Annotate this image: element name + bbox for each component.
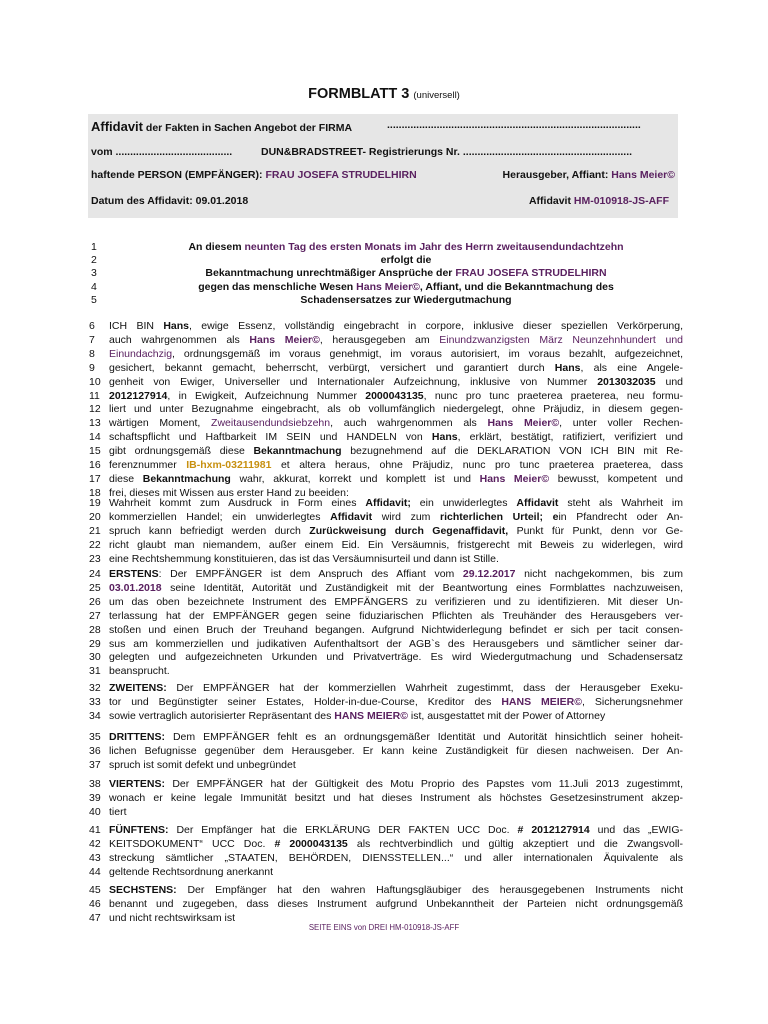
text-segment: ferenznummer	[109, 459, 187, 472]
line-text	[109, 838, 683, 852]
line-number: 14	[89, 431, 101, 444]
line-number: 6	[89, 320, 95, 332]
paragraph-line	[89, 390, 683, 404]
text-segment: in Pfandrecht oder An-	[558, 510, 683, 523]
text-segment: , als eine Angele-	[580, 361, 683, 374]
text-segment: Zweitausendundsiebzehn	[211, 417, 331, 430]
line-number: 38	[89, 778, 101, 790]
line-number: 21	[89, 524, 101, 537]
text-segment: kommerziellen Handel; ein unwiderlegtes	[109, 510, 331, 523]
line-text	[109, 582, 683, 596]
company-field[interactable]: .......................................................................................	[387, 119, 641, 131]
line-text	[109, 568, 683, 582]
text-segment: , Affiant, und die Bekanntmachung des	[419, 280, 614, 293]
text-segment: ist, ausgestattet mit der Power of Attorney	[407, 709, 606, 722]
text-segment: beansprucht.	[109, 665, 170, 678]
line-number: 1	[91, 241, 97, 253]
text-segment: geltende Rechtsordnung anerkannt	[109, 865, 274, 878]
paragraph	[89, 497, 683, 567]
line-text	[109, 778, 683, 792]
text-segment: HANS MEIER©	[334, 709, 408, 722]
paragraph-line	[89, 696, 683, 710]
line-number: 18	[89, 486, 101, 499]
line-number: 31	[89, 665, 101, 678]
text-segment: Der EMPFÄNGER hat der kommerziellen Wahrheit zugestimmt, dass der Herausgeber Exeku-	[166, 682, 683, 694]
affidavit-date: Datum des Affidavit: 09.01.2018	[91, 195, 249, 207]
paragraph-line	[89, 824, 683, 838]
paragraph-line	[89, 334, 683, 348]
text-segment: Dem EMPFÄNGER fehlt es an ordnungsgemäßer Identität und Autorität hinsichtlich seiner hoheit-	[165, 731, 683, 743]
text-segment: Schadensersatzes zur Wiedergutmachung	[300, 293, 512, 306]
line-number: 28	[89, 623, 101, 636]
paragraph-line	[89, 417, 683, 431]
line-number: 11	[89, 389, 100, 402]
text-segment: 29.12.2017	[462, 568, 516, 580]
text-segment: wärtigen Moment,	[109, 417, 212, 430]
line-text	[109, 553, 683, 567]
line-number: 10	[89, 375, 101, 388]
text-segment: # 2000043135	[274, 837, 348, 850]
text-segment: ERSTENS	[109, 568, 159, 580]
text-segment: FÜNFTENS:	[109, 824, 169, 836]
text-segment: Bekanntmachung unrechtmäßiger Ansprüche der	[205, 267, 456, 280]
line-number: 22	[89, 538, 101, 551]
text-segment: nicht nachgekommen, bis zum	[515, 568, 683, 580]
line-number: 17	[89, 472, 101, 485]
recipient-label: haftende PERSON (EMPFÄNGER):	[91, 169, 266, 181]
text-segment: wonach er keine legale Immunität besitzt und hat dieses Instrument als höchstes Gesetzesinstrument akzep-	[109, 791, 683, 804]
text-segment: auch wahrgenommen als	[109, 333, 250, 346]
text-segment: Affidavit	[516, 497, 559, 509]
affidavit-subject: der Fakten in Sachen Angebot der FIRMA	[143, 122, 353, 134]
paragraph-line	[89, 682, 683, 696]
line-number: 19	[89, 497, 101, 509]
page-footer: SEITE EINS von DREI HM-010918-JS-AFF	[308, 923, 460, 932]
line-number: 23	[89, 552, 101, 565]
line-text	[109, 596, 683, 610]
text-segment: IB-hxm-03211981	[186, 459, 272, 472]
line-number: 42	[89, 837, 101, 850]
paragraph	[89, 568, 683, 679]
line-number: 15	[89, 445, 101, 458]
paragraph-line	[89, 884, 683, 898]
text-segment: FRAU JOSEFA STRUDELHIRN	[455, 267, 607, 280]
paragraph-line	[89, 376, 683, 390]
intro-line	[91, 241, 691, 254]
text-segment: et altera heraus, ohne Präjudiz, nunc pro tunc praeterea praeterea, dass	[271, 459, 683, 472]
line-number: 25	[89, 581, 101, 594]
text-segment: : Der EMPFÄNGER ist dem Anspruch des Affiant vom	[158, 568, 463, 580]
text-segment: Affidavit	[330, 510, 373, 523]
text-segment: genheit von Ewiger, Universeller und Internationaler Aufzeichnung, inklusive von Nummer	[109, 375, 598, 388]
line-number: 30	[89, 651, 101, 664]
text-segment: Hans	[554, 361, 581, 374]
text-segment: sus am kommerziellen und judikativen Aufenthaltsort der AGB`s des Herausgebers und sämtlicher seiner dar-	[109, 637, 683, 650]
text-segment: schaftspflicht und Haftbarkeit IM SEIN und HANDELN von	[109, 431, 432, 444]
paragraph-line	[89, 852, 683, 866]
text-segment: Bekanntmachung	[142, 472, 231, 485]
intro-line	[91, 254, 691, 267]
paragraph	[89, 884, 683, 926]
paragraph-line	[89, 792, 683, 806]
line-number: 45	[89, 884, 101, 896]
text-segment: Hans Meier©	[356, 280, 420, 293]
text-segment: Hans Meier©	[479, 472, 550, 485]
paragraph-line	[89, 778, 683, 792]
line-number: 24	[89, 568, 101, 580]
text-segment: frei, dieses mit Wissen aus erster Hand zu beeiden:	[109, 486, 349, 499]
paragraph-line	[89, 624, 683, 638]
text-segment: ZWEITENS:	[109, 682, 167, 694]
line-number: 29	[89, 637, 101, 650]
line-text	[121, 241, 691, 254]
line-text	[109, 539, 683, 553]
line-number: 20	[89, 510, 101, 523]
line-number: 47	[89, 911, 101, 924]
line-number: 43	[89, 851, 101, 864]
line-text	[109, 348, 683, 362]
paragraph-line	[89, 610, 683, 624]
line-text	[109, 610, 683, 624]
paragraph-line	[89, 553, 683, 567]
line-text	[109, 497, 683, 511]
line-text	[109, 525, 683, 539]
line-text	[109, 390, 683, 404]
intro-line	[91, 281, 691, 294]
line-text	[109, 445, 683, 459]
text-segment: KEITSDOKUMENT“ UCC Doc.	[109, 837, 275, 850]
line-text	[109, 473, 683, 487]
affidavit-id-label: Affidavit	[528, 195, 574, 207]
paragraph-line	[89, 497, 683, 511]
text-segment: , unter voller Rechen-	[559, 417, 683, 430]
text-segment: liert und unter Bezugnahme eingebracht, als ob vollumfänglich niedergelegt, ohne Präjudiz, in diesem gegen-	[109, 403, 683, 416]
form-title-main: FORMBLATT 3	[308, 86, 410, 102]
paragraph-line	[89, 898, 683, 912]
paragraph-line	[89, 759, 683, 773]
line-number: 26	[89, 595, 101, 608]
paragraph-line	[89, 320, 683, 334]
paragraph-line	[89, 731, 683, 745]
line-text	[109, 792, 683, 806]
text-segment: bezugnehmend auf die DEKLARATION VON ICH BIN mit Re-	[341, 445, 683, 458]
text-segment: gelegten und aufgezeichneten Urkunden und Privatverträge. Es wird Wiedergutmachung und Schadensersatz	[109, 651, 683, 664]
text-segment: wird zum	[372, 510, 441, 523]
text-segment: eine Rechtshemmung konstituieren, das ist das Versäumnisurteil und dann ist Stille.	[109, 552, 499, 565]
line-number: 9	[89, 361, 95, 374]
paragraph-line	[89, 651, 683, 665]
text-segment: , erklärt, bestätigt, ratifiziert, verifiziert und	[457, 431, 683, 444]
line-number: 7	[89, 333, 95, 346]
line-text	[109, 511, 683, 525]
header-row-affidavit	[91, 119, 675, 134]
paragraph-line	[89, 362, 683, 376]
paragraph-line	[89, 710, 683, 724]
text-segment: 2012127914	[109, 389, 168, 402]
text-segment: , ewige Essenz, vollständig eingebracht in corpore, inklusive dieser speziellen Verkörperung,	[189, 320, 683, 332]
line-text	[109, 403, 683, 417]
line-number: 46	[89, 897, 101, 910]
paragraph	[89, 778, 683, 820]
text-segment: seine Identität, Autorität und Zuständigkeit mit der Beantwortung eines Formblattes nachzuweisen,	[161, 581, 683, 594]
text-segment: richt glaubt man niemandem, außer einem Eid. Ein Versäumnis, fristgerecht mit Beweis zu widerlegen, wird	[109, 538, 683, 551]
paragraph-line	[89, 806, 683, 820]
intro-section	[91, 241, 691, 307]
line-text	[109, 745, 683, 759]
line-text	[109, 320, 683, 334]
line-text	[109, 824, 683, 838]
text-segment: bewusst, kompetent und	[549, 472, 683, 485]
line-text	[109, 459, 683, 473]
line-text	[109, 682, 683, 696]
line-number: 34	[89, 709, 101, 722]
text-segment: gibt ordnungsgemäß diese	[109, 445, 254, 458]
line-text	[109, 624, 683, 638]
text-segment: stoßen und einen Bruch der Treuhand begangen. Aufgrund Nichtwiderlegung befindet er sich per tacit consen-	[109, 623, 683, 636]
line-number: 27	[89, 609, 101, 622]
line-number: 32	[89, 682, 101, 694]
paragraph-line	[89, 665, 683, 679]
line-number: 8	[89, 347, 95, 360]
text-segment: Einundzwanzigsten März Neunzehnhundert und	[439, 333, 683, 346]
form-title-sub: (universell)	[413, 90, 460, 101]
text-segment: An diesem	[188, 241, 245, 253]
line-number: 44	[89, 865, 101, 878]
text-segment: Der Empfänger hat die ERKLÄRUNG DER FAKTEN UCC Doc.	[168, 824, 518, 836]
text-segment: terlassung hat der EMPFÄNGER gegen seine fiduziarischen Pflichten als Treuhänder des Herausgebers ver-	[109, 609, 683, 622]
paragraph-line	[89, 445, 683, 459]
text-segment: richterlichen Urteil; e	[440, 510, 559, 523]
text-segment: lichen Befugnisse gegenüber dem Herausgeber. Er kann keine Zuständigkeit für diesen nachweisen. Der An-	[109, 744, 683, 757]
text-segment: SECHSTENS:	[109, 884, 177, 896]
text-segment: tiert	[109, 805, 127, 818]
text-segment: , herausgegeben am	[319, 333, 440, 346]
text-segment: um das oben bezeichnete Instrument des EMPFÄNGERS zu verifizieren und zu identifizieren. Mit dieser Un-	[109, 595, 683, 608]
paragraph-line	[89, 511, 683, 525]
text-segment: Hans Meier©	[249, 333, 320, 346]
line-number: 2	[91, 254, 97, 267]
paragraph-line	[89, 348, 683, 362]
line-text	[109, 638, 683, 652]
affidavit-id: HM-010918-JS-AFF	[573, 195, 669, 207]
line-number: 16	[89, 459, 101, 472]
line-number: 40	[89, 805, 101, 818]
text-segment: und	[655, 375, 683, 388]
paragraph-line	[89, 866, 683, 880]
issuer-name: Hans Meier©	[611, 169, 675, 181]
paragraph-line	[89, 582, 683, 596]
text-segment: , ordnungsgemäß im voraus genehmigt, im voraus autorisiert, im voraus bezahlt, aufgezeichnet,	[172, 347, 683, 360]
text-segment: wahr, akkurat, korrekt und komplett ist und	[230, 472, 480, 485]
paragraph-line	[89, 403, 683, 417]
line-number: 5	[91, 293, 97, 306]
paragraph	[89, 320, 683, 501]
text-segment: tor und Begünstigter seiner Estates, Holder-in-due-Course, Kreditor des	[109, 695, 502, 708]
text-segment: Affidavit;	[365, 497, 411, 509]
dnb-registration-field[interactable]: DUN&BRADSTREET- Registrierungs Nr. ..........................................................	[261, 146, 633, 158]
line-text	[121, 254, 691, 267]
line-text	[109, 696, 683, 710]
line-text	[109, 731, 683, 745]
text-segment: ICH BIN	[109, 320, 164, 332]
line-text	[109, 417, 683, 431]
text-segment: und das „EWIG-	[589, 824, 683, 836]
text-segment: diese	[109, 472, 143, 485]
line-text	[109, 884, 683, 898]
text-segment: spruch ist somit defekt und unbegründet	[109, 758, 296, 771]
text-segment: HANS MEIER©	[501, 695, 583, 708]
text-segment: 03.01.2018	[109, 581, 162, 594]
paragraph-line	[89, 431, 683, 445]
header-row-date	[91, 195, 675, 207]
line-number: 4	[91, 280, 97, 293]
line-text	[109, 431, 683, 445]
line-number: 37	[89, 758, 101, 771]
text-segment: 2013032035	[597, 375, 656, 388]
text-segment: Der EMPFÄNGER hat der Gültigkeit des Motu Proprio des Papstes vom 11.Juli 2013 zugestimmt,	[165, 778, 683, 790]
text-segment: # 2012127914	[517, 824, 590, 836]
affidavit-heading: Affidavit	[91, 119, 143, 134]
line-text	[109, 651, 683, 665]
line-number: 12	[89, 403, 101, 416]
line-text	[109, 376, 683, 390]
text-segment: Hans	[431, 431, 458, 444]
text-segment: neunten Tag des ersten Monats im Jahr des Herrn zweitausendundachtzehn	[244, 241, 624, 253]
line-text	[121, 267, 691, 280]
line-number: 33	[89, 695, 101, 708]
text-segment: Wahrheit kommt zum Ausdruck in Form eines	[109, 497, 366, 509]
paragraph-line	[89, 459, 683, 473]
line-text	[121, 294, 691, 307]
paragraph	[89, 824, 683, 880]
text-segment: Einundachzig	[109, 347, 173, 360]
line-text	[109, 362, 683, 376]
line-text	[109, 898, 683, 912]
text-segment: , in Ewigkeit, Aufzeichnung Nummer	[167, 389, 366, 402]
text-segment: streckung sämtlicher „STAATEN, BEHÖRDEN, DIENSSTELLEN...“ und aller internationalen Äquivalente als	[109, 851, 683, 864]
date-field[interactable]: vom ........................................	[91, 146, 233, 158]
intro-line	[91, 294, 691, 307]
text-segment: , auch wahrgenommen als	[330, 417, 488, 430]
line-text	[109, 334, 683, 348]
text-segment: Hans	[163, 320, 189, 332]
line-number: 41	[89, 824, 101, 836]
recipient-name: FRAU JOSEFA STRUDELHIRN	[265, 169, 417, 181]
text-segment: gegen das menschliche Wesen	[198, 280, 357, 293]
text-segment: VIERTENS:	[109, 778, 166, 790]
line-number: 13	[89, 417, 101, 430]
paragraph-line	[89, 745, 683, 759]
line-number: 36	[89, 744, 101, 757]
text-segment: 2000043135	[365, 389, 424, 402]
line-text	[121, 281, 691, 294]
paragraph-line	[89, 838, 683, 852]
paragraph-line	[89, 568, 683, 582]
text-segment: Zurückweisung durch Gegenaffidavit,	[309, 524, 509, 537]
text-segment: als rechtverbindlich und gültig akzeptiert und die Zwangsvoll-	[347, 837, 683, 850]
paragraph-line	[89, 473, 683, 487]
header-row-vom	[91, 146, 675, 158]
text-segment: sowie vertraglich autorisierter Repräsentant des	[109, 709, 335, 722]
text-segment: spruch kann befriedigt werden durch	[109, 524, 310, 537]
paragraph-line	[89, 596, 683, 610]
text-segment: DRITTENS:	[109, 731, 165, 743]
line-text	[109, 806, 683, 820]
text-segment: , nunc pro tunc praeterea praeterea, neu formu-	[423, 389, 683, 402]
line-number: 3	[91, 267, 97, 280]
intro-line	[91, 267, 691, 280]
line-text	[109, 852, 683, 866]
paragraph	[89, 682, 683, 724]
text-segment: Bekanntmachung	[253, 445, 342, 458]
header-row-person	[91, 169, 675, 181]
text-segment: , Sicherungsnehmer	[582, 695, 683, 708]
paragraph-line	[89, 638, 683, 652]
line-text	[109, 710, 683, 724]
line-number: 39	[89, 791, 101, 804]
issuer-label: Herausgeber, Affiant:	[502, 169, 612, 181]
line-text	[109, 866, 683, 880]
line-text	[109, 759, 683, 773]
text-segment: steht als Wahrheit im	[558, 497, 683, 509]
text-segment: Hans Meier©	[487, 417, 560, 430]
line-text	[109, 665, 683, 679]
text-segment: gesichert, bekannt gemacht, beherrscht, verbürgt, versichert und garantiert durch	[109, 361, 555, 374]
text-segment: benannt und zugegeben, dass dieses Instrument aufgrund Unbekanntheit der Parteien nicht ordnungsgemäß	[109, 897, 683, 910]
text-segment: erfolgt die	[380, 254, 432, 267]
text-segment: Der Empfänger hat den wahren Haftungsgläubiger des herausgegebenen Instruments nicht	[176, 884, 683, 896]
text-segment: Punkt für Punkt, denn vor Ge-	[508, 524, 683, 537]
paragraph-line	[89, 525, 683, 539]
paragraph	[89, 731, 683, 773]
text-segment: ein unwiderlegtes	[410, 497, 517, 509]
text-segment: und nicht rechtswirksam ist	[109, 911, 236, 924]
paragraph-line	[89, 539, 683, 553]
form-title	[0, 86, 768, 102]
line-number: 35	[89, 731, 101, 743]
